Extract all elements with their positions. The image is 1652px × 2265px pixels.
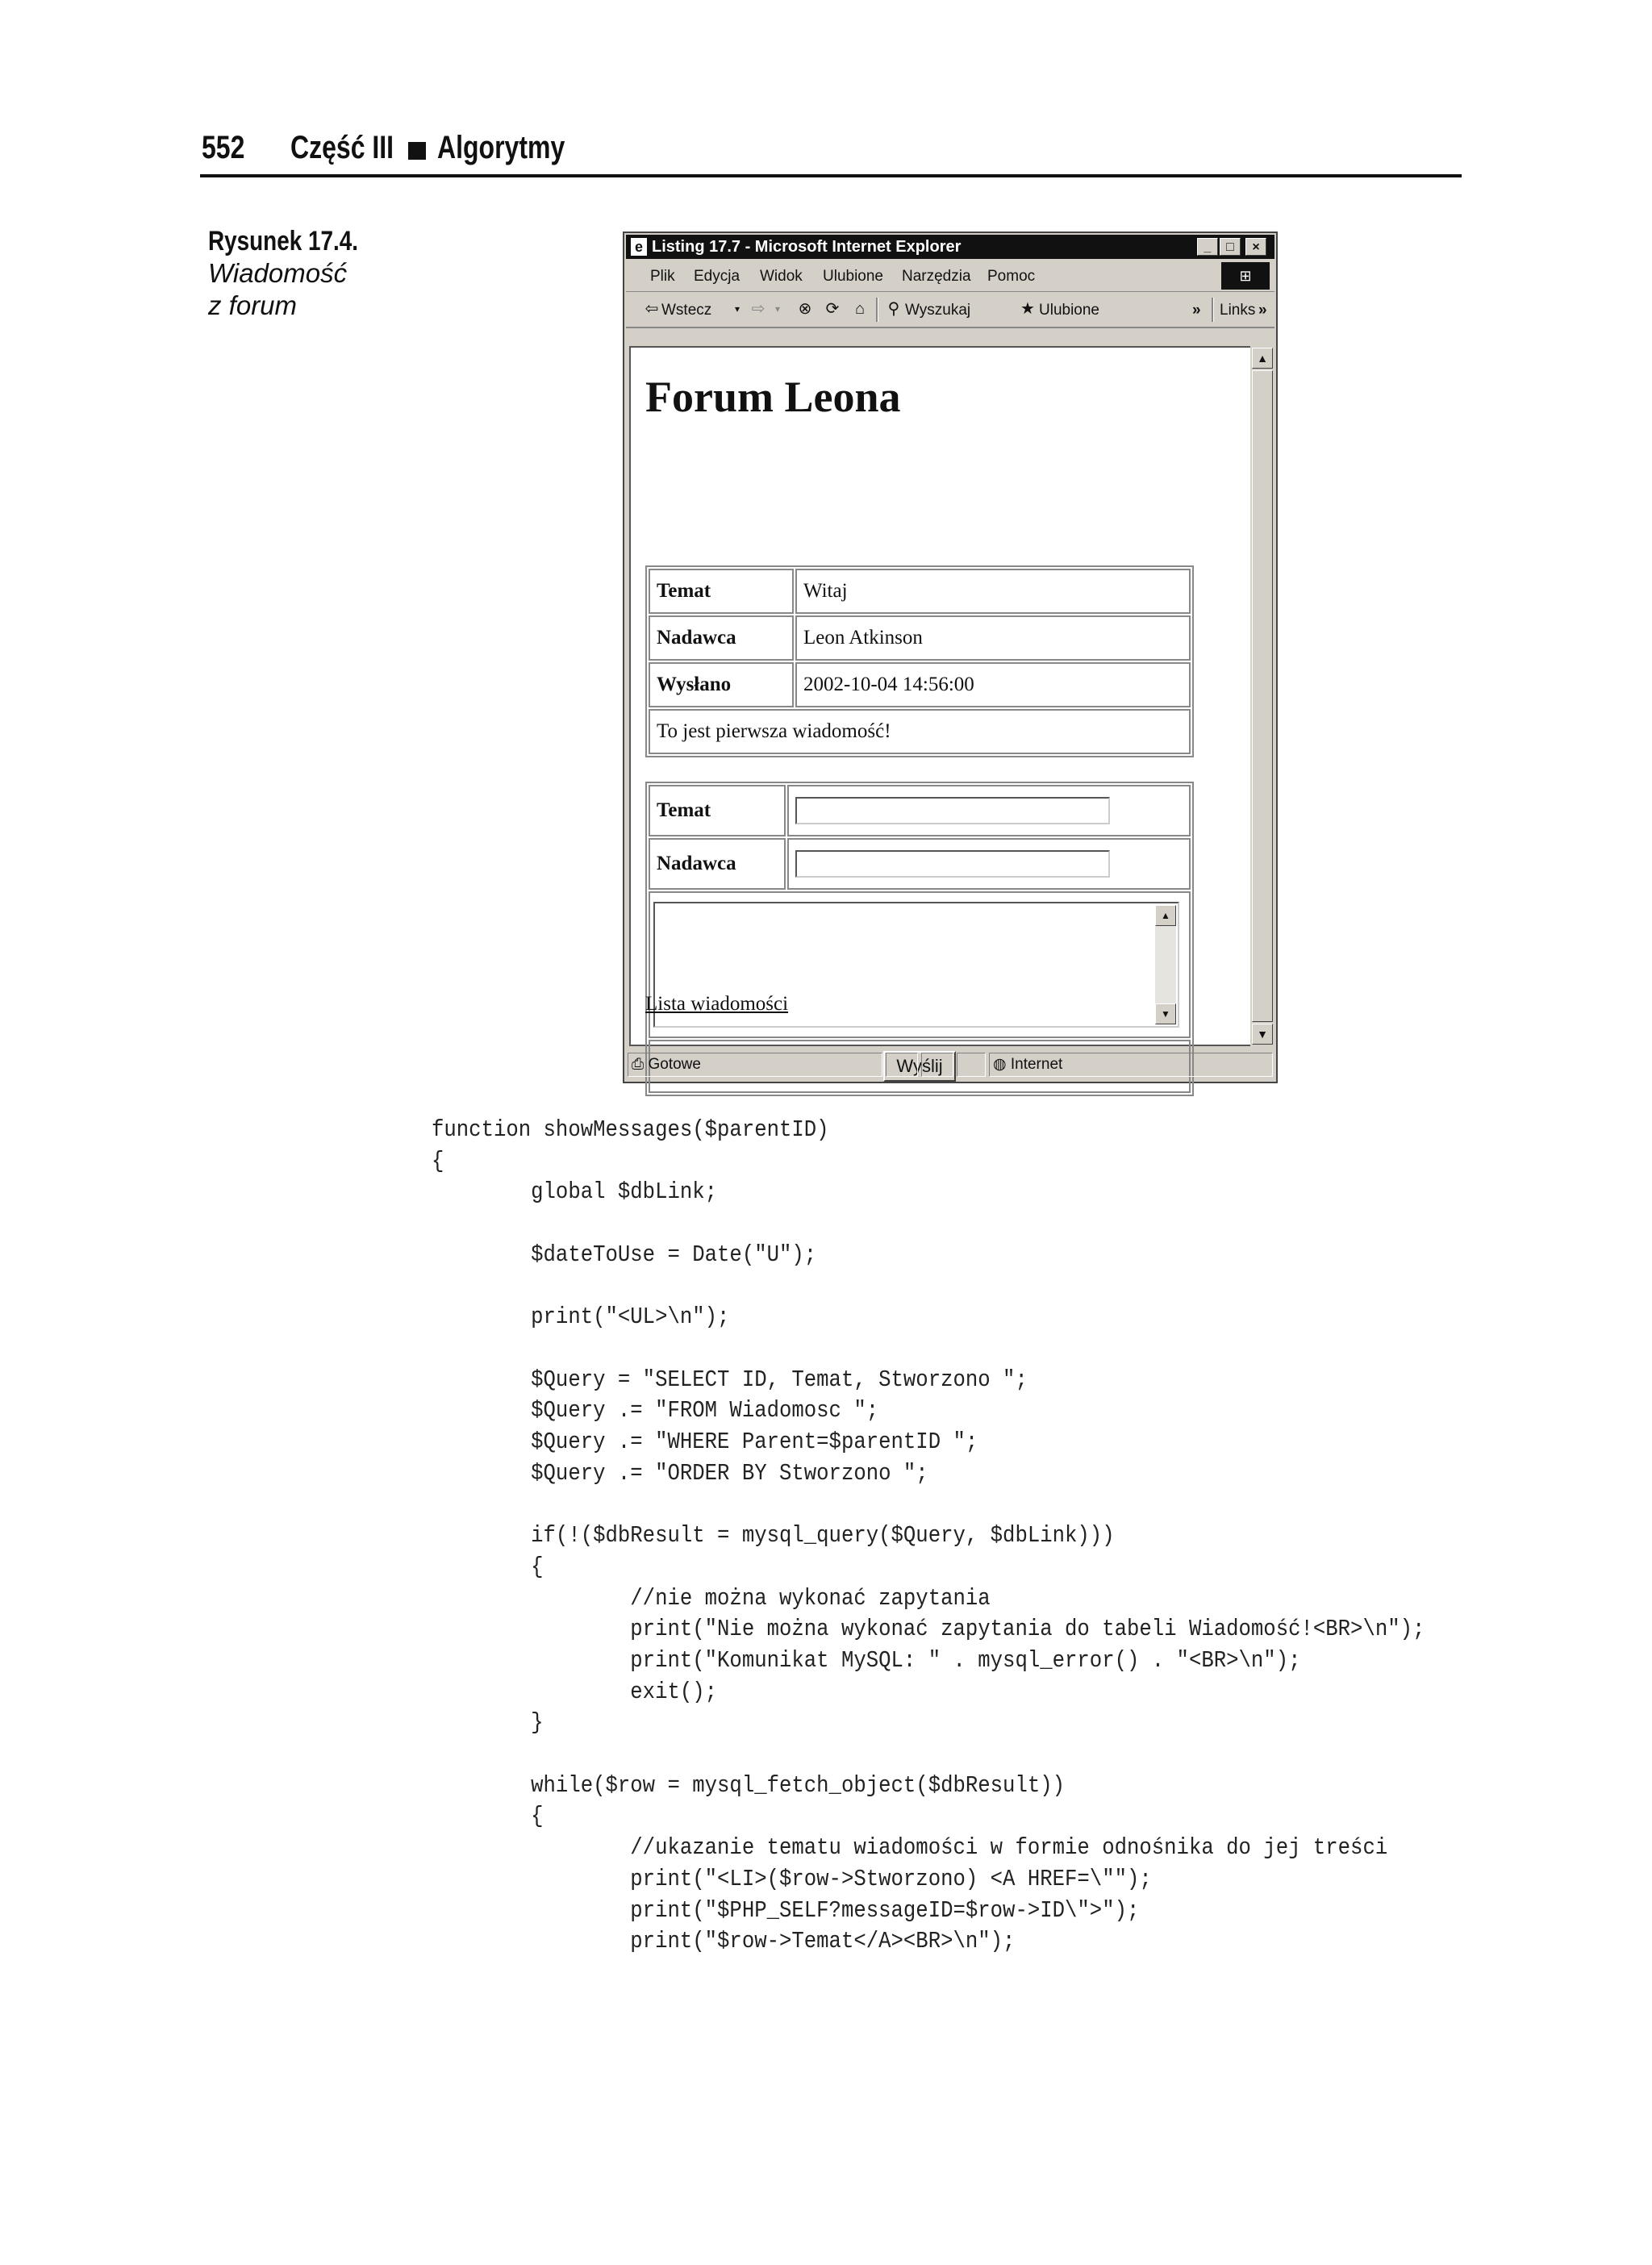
submit-button[interactable]: Wyślij [883, 1051, 955, 1082]
browser-window [623, 232, 1278, 1083]
table-row [649, 785, 1191, 836]
caption-line: Wiadomość [208, 258, 348, 288]
refresh-icon[interactable]: ⟳ [825, 300, 840, 318]
status-text [628, 1053, 882, 1077]
menu-item-edycja[interactable]: Edycja [694, 268, 740, 285]
forward-arrow-icon[interactable]: ⇨ [751, 300, 766, 318]
body-cell [649, 891, 1191, 1038]
forward-dropdown-icon[interactable]: ▾ [774, 303, 781, 315]
links-chevron[interactable]: » [1258, 302, 1267, 319]
scroll-thumb[interactable] [1252, 370, 1273, 1022]
search-button[interactable]: Wyszukaj [905, 302, 971, 319]
caption-line: z forum [208, 290, 298, 320]
stop-icon[interactable]: ⊗ [798, 300, 812, 318]
back-button[interactable]: Wstecz [661, 302, 712, 319]
status-label: Gotowe [648, 1056, 701, 1073]
table-row [649, 838, 1191, 890]
ie-page-icon: e [631, 238, 647, 256]
window-title: Listing 17.7 - Microsoft Internet Explorer [652, 238, 962, 256]
page-title: Forum Leona [645, 373, 901, 421]
minimize-button[interactable]: _ [1197, 238, 1218, 256]
back-dropdown-icon[interactable]: ▾ [734, 303, 740, 315]
back-arrow-icon[interactable]: ⇦ [645, 300, 659, 318]
subject-label: Temat [649, 569, 794, 614]
menu-item-ulubione[interactable]: Ulubione [823, 268, 883, 285]
close-button[interactable]: × [1245, 238, 1266, 256]
page-scrollbar[interactable] [1250, 346, 1274, 1046]
scroll-down-icon[interactable]: ▼ [1155, 1003, 1176, 1024]
figure-label: Rysunek 17.4. [208, 226, 358, 257]
menu-item-narzedzia[interactable]: Narzędzia [902, 268, 971, 285]
menu-bar [626, 261, 1274, 292]
table-row [649, 891, 1191, 1038]
table-row [649, 615, 1191, 661]
status-pane [957, 1053, 986, 1077]
toolbar [626, 293, 1274, 328]
page-done-icon: ⎙ [632, 1056, 649, 1073]
form-subject-cell [787, 785, 1191, 836]
running-header [200, 125, 1462, 175]
globe-icon: ◍ [993, 1056, 1011, 1073]
zone-pane [989, 1053, 1273, 1077]
favorites-icon[interactable]: ★ [1020, 300, 1035, 318]
sent-value: 2002-10-04 14:56:00 [795, 662, 1191, 707]
zone-label: Internet [1010, 1056, 1063, 1073]
status-pane [921, 1053, 953, 1077]
table-row [649, 709, 1191, 754]
toolbar-chevron[interactable]: » [1192, 302, 1201, 319]
part-label: Część III [290, 130, 394, 165]
windows-logo-icon: ⊞ [1221, 262, 1270, 290]
chapter-title: Algorytmy [437, 130, 565, 165]
textarea-scrollbar[interactable] [1155, 905, 1176, 1024]
links-button[interactable]: Links [1220, 302, 1256, 319]
menu-item-plik[interactable]: Plik [650, 268, 675, 285]
menu-item-pomoc[interactable]: Pomoc [987, 268, 1036, 285]
message-table [645, 565, 1194, 757]
subject-input[interactable] [795, 797, 1110, 824]
sender-input[interactable] [795, 850, 1110, 878]
sender-value: Leon Atkinson [795, 615, 1191, 661]
square-bullet-icon [408, 142, 426, 160]
form-sender-cell [787, 838, 1191, 890]
maximize-button[interactable]: □ [1220, 238, 1241, 256]
favorites-button[interactable]: Ulubione [1039, 302, 1099, 319]
code-listing: function showMessages($parentID) { global $dbLink; $dateToUse = Date("U"); print("<UL>\n"); $Query = "SELECT ID, Temat, Stworzono "; $Query .= "FROM Wiadomosc "; $Query .= "WHERE Parent=$parentID "; $Query .= "ORDER BY Stworzono "; if(!($dbResult = mysql_query($Query, $dbLink))) { //nie można wykonać zapytania print("Nie można wykonać zapytania do tabeli Wiadomość!<BR>\n"); print("Komunikat MySQL: " . mysql_error() . "<BR>\n"); exit(); } while($row = mysql_fetch_object($dbResult)) { //ukazanie tematu wiadomości w formie odnośnika do jej treści print("<LI>($row->Stworzono) <A HREF=\""); print("$PHP_SELF?messageID=$row->ID\">"); print("$row->Temat</A><BR>\n"); [432, 1116, 1425, 1955]
sender-label: Nadawca [649, 615, 794, 661]
sent-label: Wysłano [649, 662, 794, 707]
scroll-up-icon[interactable]: ▲ [1252, 348, 1273, 369]
header-rule [200, 174, 1462, 177]
status-bar [626, 1049, 1274, 1080]
title-bar [626, 235, 1274, 259]
form-sender-label: Nadawca [649, 838, 786, 890]
table-row [649, 662, 1191, 707]
scroll-down-icon[interactable]: ▼ [1252, 1024, 1273, 1045]
search-icon[interactable]: ⚲ [887, 300, 900, 318]
table-row [649, 569, 1191, 614]
message-body: To jest pierwsza wiadomość! [649, 709, 1191, 754]
page-number: 552 [202, 130, 245, 165]
toolbar-separator [876, 298, 878, 322]
home-icon[interactable]: ⌂ [854, 300, 866, 318]
figure-caption [208, 226, 402, 322]
toolbar-separator [1212, 298, 1214, 322]
subject-value: Witaj [795, 569, 1191, 614]
form-subject-label: Temat [649, 785, 786, 836]
message-list-link[interactable]: Lista wiadomości [645, 993, 789, 1015]
scroll-up-icon[interactable]: ▲ [1155, 905, 1176, 926]
status-pane [886, 1053, 918, 1077]
menu-item-widok[interactable]: Widok [760, 268, 803, 285]
